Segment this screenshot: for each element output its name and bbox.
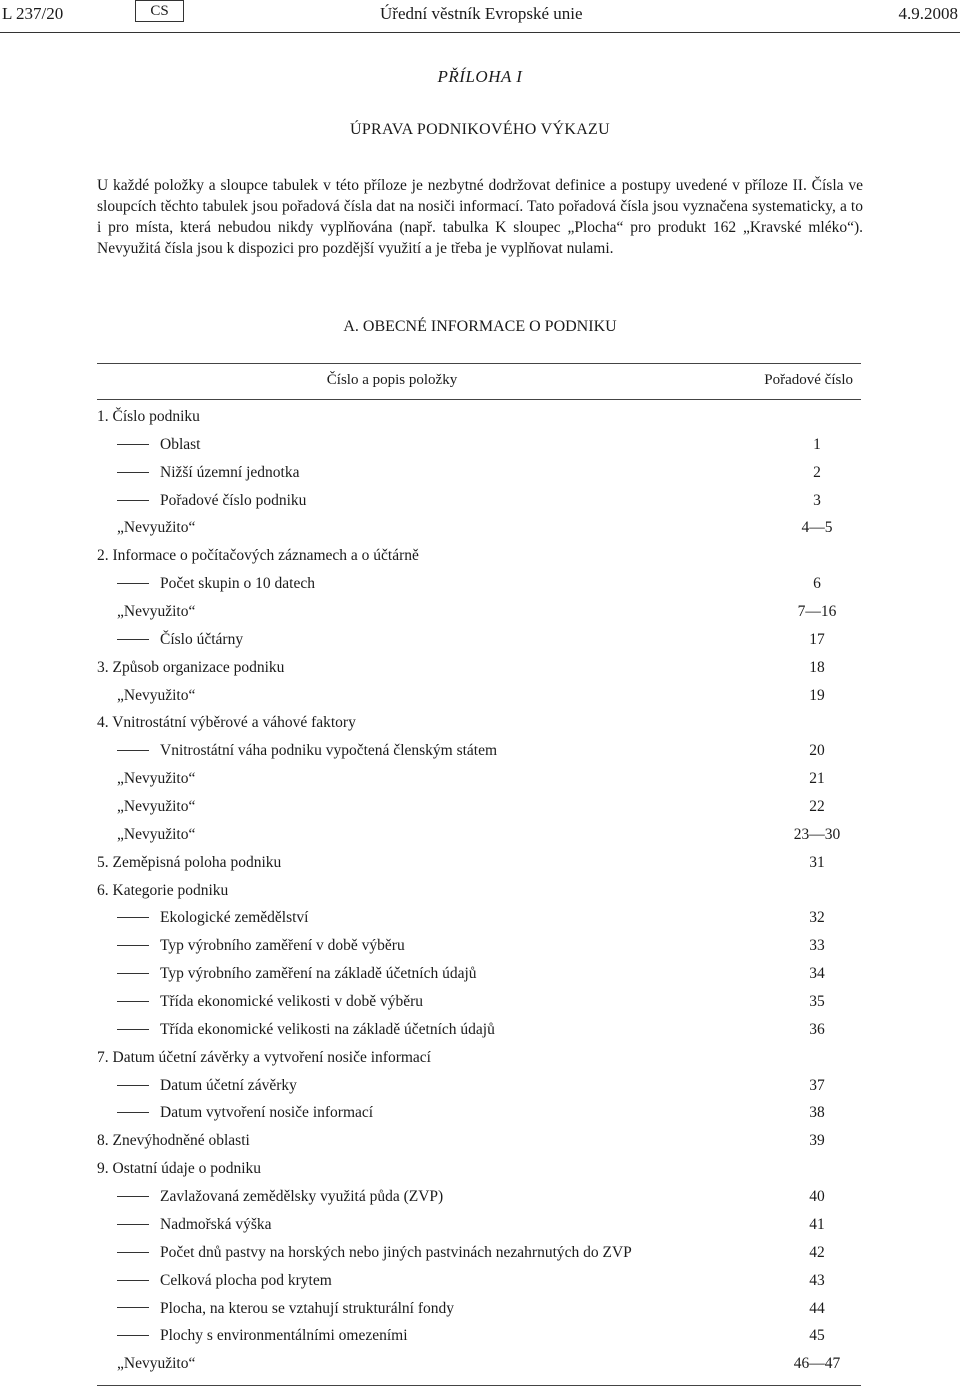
row-number: 6 bbox=[813, 575, 821, 593]
table-body bbox=[97, 408, 861, 1383]
row-number: 18 bbox=[809, 658, 825, 676]
table-row bbox=[97, 1104, 861, 1132]
section-title: A. OBECNÉ INFORMACE O PODNIKU bbox=[343, 318, 617, 335]
row-number: 19 bbox=[809, 686, 825, 704]
dash-marker bbox=[117, 1085, 149, 1086]
row-label bbox=[117, 687, 195, 705]
dash-marker bbox=[117, 444, 149, 445]
row-label bbox=[97, 1132, 250, 1150]
column-header-number: Pořadové číslo bbox=[764, 372, 853, 388]
row-label-text: „Nevyužito“ bbox=[117, 825, 196, 843]
row-number: 21 bbox=[809, 770, 825, 788]
row-label bbox=[117, 1188, 443, 1206]
table-row bbox=[97, 1272, 861, 1300]
dash-marker bbox=[117, 1112, 149, 1113]
row-label bbox=[117, 519, 195, 537]
row-label bbox=[117, 1272, 332, 1290]
row-label-text: 8. Znevýhodněné oblasti bbox=[97, 1132, 250, 1150]
row-label-text: Počet skupin o 10 datech bbox=[160, 575, 315, 593]
table-row bbox=[97, 1188, 861, 1216]
row-number: 37 bbox=[809, 1076, 825, 1094]
table-header bbox=[97, 372, 861, 396]
dash-marker bbox=[117, 639, 149, 640]
row-label-text: 9. Ostatní údaje o podniku bbox=[97, 1160, 262, 1178]
row-label-text: 3. Způsob organizace podniku bbox=[97, 658, 285, 676]
row-label-text: „Nevyužito“ bbox=[117, 603, 196, 621]
row-label-text: Plocha, na kterou se vztahují strukturální fondy bbox=[160, 1299, 455, 1317]
table-row bbox=[97, 547, 861, 575]
row-number: 32 bbox=[809, 909, 825, 927]
row-number: 39 bbox=[809, 1132, 825, 1150]
table-row bbox=[97, 826, 861, 854]
dash-marker bbox=[117, 1001, 149, 1002]
row-number: 4—5 bbox=[801, 519, 833, 537]
table-row bbox=[97, 1327, 861, 1355]
row-label-text: Vnitrostátní váha podniku vypočtená členským státem bbox=[160, 742, 498, 760]
row-label bbox=[97, 714, 356, 732]
annex-label: PŘÍLOHA I bbox=[437, 67, 523, 86]
row-label bbox=[117, 1216, 272, 1234]
table-row bbox=[97, 770, 861, 798]
table-row bbox=[97, 909, 861, 937]
row-number: 34 bbox=[809, 965, 825, 983]
page-header bbox=[0, 0, 960, 26]
journal-title: Úřední věstník Evropské unie bbox=[380, 4, 583, 23]
table-row bbox=[97, 575, 861, 603]
row-number: 23—30 bbox=[793, 825, 841, 843]
row-number: 43 bbox=[809, 1271, 825, 1289]
row-label-text: „Nevyužito“ bbox=[117, 519, 196, 537]
row-label bbox=[117, 436, 200, 454]
row-number: 17 bbox=[809, 630, 825, 648]
row-label-text: 7. Datum účetní závěrky a vytvoření nosiče informací bbox=[97, 1048, 431, 1066]
table-row bbox=[97, 464, 861, 492]
row-label-text: Oblast bbox=[160, 435, 201, 453]
row-label bbox=[97, 659, 284, 677]
dash-marker bbox=[117, 1252, 149, 1253]
row-label bbox=[117, 965, 477, 983]
table-row bbox=[97, 408, 861, 436]
row-label-text: Typ výrobního zaměření na základě účetních údajů bbox=[160, 965, 477, 983]
publication-date: 4.9.2008 bbox=[898, 4, 958, 23]
journal-reference: L 237/20 bbox=[2, 4, 64, 23]
row-label-text: Datum vytvoření nosiče informací bbox=[160, 1104, 374, 1122]
table-row bbox=[97, 937, 861, 965]
row-label-text: „Nevyužito“ bbox=[117, 798, 196, 816]
table-row bbox=[97, 714, 861, 742]
row-number: 3 bbox=[813, 491, 821, 509]
row-label bbox=[97, 854, 281, 872]
row-label-text: Typ výrobního zaměření v době výběru bbox=[160, 937, 405, 955]
row-number: 7—16 bbox=[797, 603, 837, 621]
row-label bbox=[117, 575, 315, 593]
dash-marker bbox=[117, 583, 149, 584]
row-number: 46—47 bbox=[793, 1355, 841, 1373]
table-row bbox=[97, 1132, 861, 1160]
table-row bbox=[97, 993, 861, 1021]
row-label bbox=[117, 1104, 373, 1122]
row-number: 35 bbox=[809, 993, 825, 1011]
row-number: 36 bbox=[809, 1020, 825, 1038]
table-row bbox=[97, 631, 861, 659]
row-number: 38 bbox=[809, 1104, 825, 1122]
dash-marker bbox=[117, 750, 149, 751]
row-label-text: 4. Vnitrostátní výběrové a váhové faktory bbox=[97, 714, 356, 732]
table-row bbox=[97, 1160, 861, 1188]
row-number: 44 bbox=[809, 1299, 825, 1317]
table-row bbox=[97, 1216, 861, 1244]
row-number: 2 bbox=[813, 463, 821, 481]
table-row bbox=[97, 965, 861, 993]
row-label bbox=[117, 742, 497, 760]
row-label-text: Plochy s environmentálními omezeními bbox=[160, 1327, 408, 1345]
row-label bbox=[117, 603, 195, 621]
table-row bbox=[97, 882, 861, 910]
row-number: 22 bbox=[809, 798, 825, 816]
dash-marker bbox=[117, 1224, 149, 1225]
dash-marker bbox=[117, 1196, 149, 1197]
column-header-description: Číslo a popis položky bbox=[326, 372, 458, 388]
row-number: 40 bbox=[809, 1188, 825, 1206]
dash-marker bbox=[117, 1335, 149, 1336]
table-row bbox=[97, 742, 861, 770]
row-label-text: „Nevyužito“ bbox=[117, 686, 196, 704]
table-row bbox=[97, 1049, 861, 1077]
dash-marker bbox=[117, 1029, 149, 1030]
row-label-text: Celková plocha pod krytem bbox=[160, 1271, 332, 1289]
row-label-text: 5. Zeměpisná poloha podniku bbox=[97, 853, 282, 871]
row-number: 1 bbox=[813, 435, 821, 453]
table-row bbox=[97, 519, 861, 547]
row-number: 42 bbox=[809, 1243, 825, 1261]
row-label-text: Pořadové číslo podniku bbox=[160, 491, 307, 509]
table-row bbox=[97, 1355, 861, 1383]
dash-marker bbox=[117, 1280, 149, 1281]
table-row bbox=[97, 798, 861, 826]
table-row bbox=[97, 854, 861, 882]
row-label bbox=[97, 1160, 261, 1178]
row-number: 20 bbox=[809, 742, 825, 760]
row-label bbox=[97, 882, 228, 900]
intro-paragraph: U každé položky a sloupce tabulek v této příloze je nezbytné dodržovat definice a postupy uvedené v příloze II. Čísla ve sloupcích těchto tabulek jsou pořadová čísla dat na nosiči informací. Tato pořadová čísla jsou vyznačena systematicky, a to i pro místa, která nebudou nikdy vyplňována (např. tabulka K sloupec „Plocha“ pro produkt 162 „Kravské mléko“). Nevyužitá čísla jsou k dispozici pro pozdější využití a je třeba je vyplňovat nulami. bbox=[97, 177, 863, 257]
table-row bbox=[97, 1021, 861, 1049]
dash-marker bbox=[117, 500, 149, 501]
annex-title: ÚPRAVA PODNIKOVÉHO VÝKAZU bbox=[350, 121, 610, 138]
row-label bbox=[117, 993, 423, 1011]
row-label bbox=[117, 909, 309, 927]
row-label-text: 6. Kategorie podniku bbox=[97, 881, 229, 899]
dash-marker bbox=[117, 1307, 149, 1308]
table-row bbox=[97, 687, 861, 715]
table-row bbox=[97, 436, 861, 464]
dash-marker bbox=[117, 472, 149, 473]
table-row bbox=[97, 659, 861, 687]
row-number: 33 bbox=[809, 937, 825, 955]
dash-marker bbox=[117, 917, 149, 918]
row-label-text: Počet dnů pastvy na horských nebo jiných pastvinách nezahrnutých do ZVP bbox=[160, 1243, 632, 1261]
row-label-text: Nižší územní jednotka bbox=[160, 463, 300, 481]
row-label bbox=[117, 937, 405, 955]
row-label bbox=[117, 798, 195, 816]
row-label-text: „Nevyužito“ bbox=[117, 770, 196, 788]
header-divider bbox=[0, 32, 960, 33]
table-top-rule bbox=[97, 363, 861, 364]
row-label bbox=[117, 631, 243, 649]
row-label-text: Zavlažovaná zemědělsky využitá půda (ZVP) bbox=[160, 1188, 444, 1206]
table-row bbox=[97, 1244, 861, 1272]
row-label bbox=[97, 1049, 431, 1067]
table-header-rule bbox=[97, 399, 861, 400]
row-label-text: Číslo účtárny bbox=[160, 630, 244, 648]
row-label bbox=[117, 1244, 632, 1262]
row-number: 41 bbox=[809, 1215, 825, 1233]
language-badge: CS bbox=[135, 0, 184, 22]
row-label-text: 2. Informace o počítačových záznamech a o účtárně bbox=[97, 547, 419, 565]
row-label bbox=[97, 408, 200, 426]
row-label bbox=[117, 826, 195, 844]
row-label bbox=[117, 1077, 297, 1095]
table-row bbox=[97, 1077, 861, 1105]
dash-marker bbox=[117, 973, 149, 974]
row-label-text: „Nevyužito“ bbox=[117, 1355, 196, 1373]
row-label bbox=[117, 770, 195, 788]
row-label-text: Třída ekonomické velikosti na základě účetních údajů bbox=[160, 1020, 495, 1038]
row-label bbox=[117, 1327, 408, 1345]
row-label bbox=[117, 1300, 454, 1318]
row-label-text: Nadmořská výška bbox=[160, 1215, 272, 1233]
row-label bbox=[97, 547, 419, 565]
row-label-text: Datum účetní závěrky bbox=[160, 1076, 297, 1094]
row-label-text: Třída ekonomické velikosti v době výběru bbox=[160, 993, 424, 1011]
row-label-text: Ekologické zemědělství bbox=[160, 909, 309, 927]
table-row bbox=[97, 492, 861, 520]
row-label bbox=[117, 492, 306, 510]
row-label bbox=[117, 1355, 195, 1373]
table-row bbox=[97, 603, 861, 631]
table-row bbox=[97, 1300, 861, 1328]
row-number: 31 bbox=[809, 853, 825, 871]
row-number: 45 bbox=[809, 1327, 825, 1345]
row-label bbox=[117, 1021, 495, 1039]
row-label-text: 1. Číslo podniku bbox=[97, 408, 200, 425]
dash-marker bbox=[117, 945, 149, 946]
row-label bbox=[117, 464, 299, 482]
